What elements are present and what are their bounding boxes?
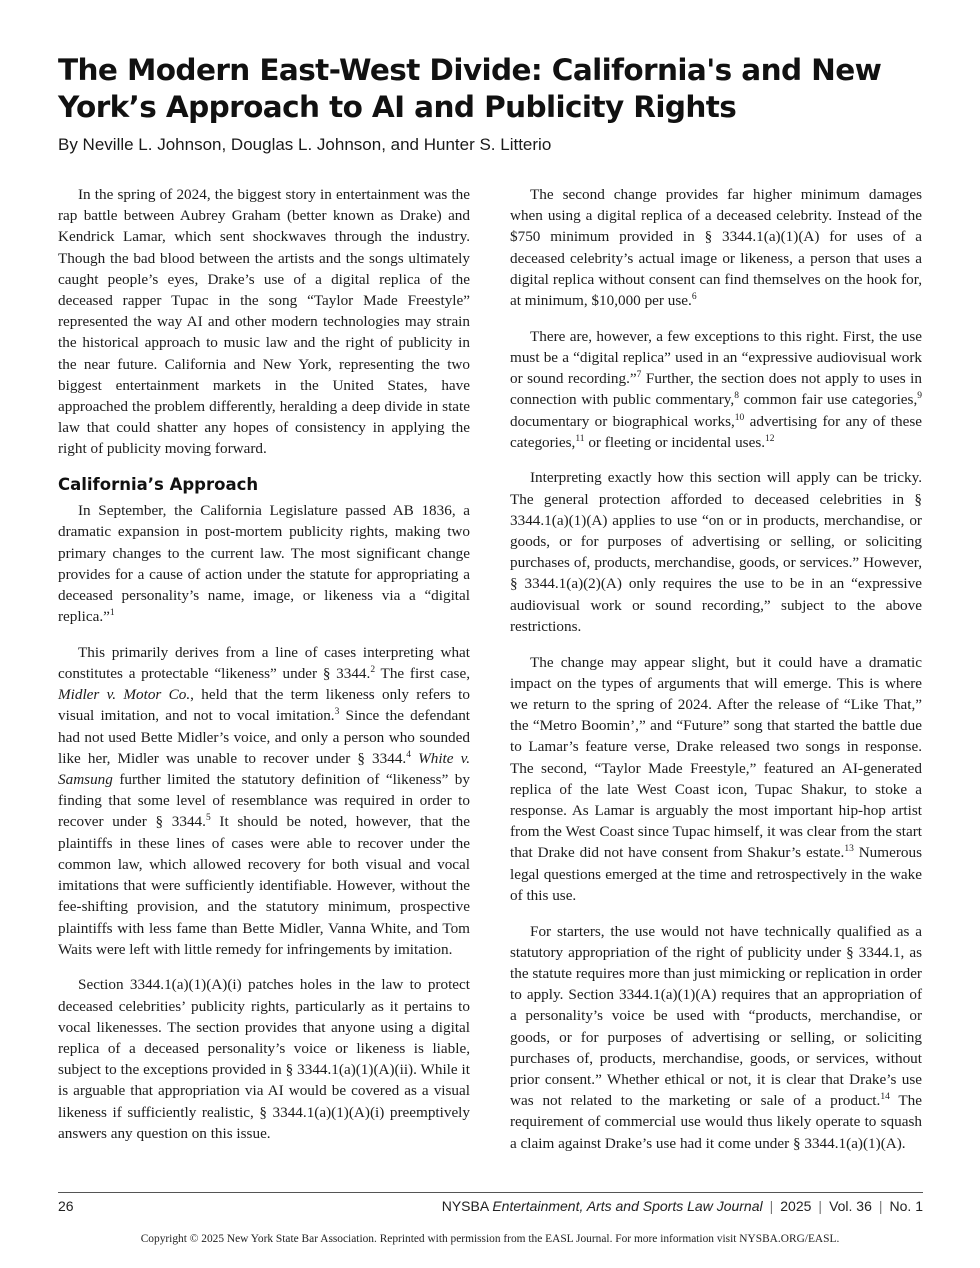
footnote-ref: 2 bbox=[370, 665, 376, 676]
separator: | bbox=[878, 1198, 883, 1214]
paragraph bbox=[510, 326, 922, 453]
journal-volume: Vol. 36 bbox=[829, 1198, 872, 1214]
paragraph bbox=[58, 974, 470, 1144]
footnote-ref: 13 bbox=[844, 844, 854, 855]
page-number: 26 bbox=[58, 1198, 74, 1214]
article-byline: By Neville L. Johnson, Douglas L. Johnson, and Hunter S. Litterio bbox=[58, 135, 552, 154]
paragraph bbox=[510, 652, 922, 906]
separator: | bbox=[818, 1198, 823, 1214]
paragraph bbox=[510, 467, 922, 637]
paragraph bbox=[58, 500, 470, 627]
footnote-ref: 12 bbox=[765, 433, 775, 444]
paragraph-text: documentary or biographical works, bbox=[510, 412, 735, 430]
footnote-ref: 7 bbox=[636, 370, 642, 381]
journal-org: NYSBA bbox=[441, 1198, 489, 1214]
footnote-ref: 14 bbox=[880, 1092, 890, 1103]
paragraph-text: The second change provides far higher minimum damages when using a digital replica of a deceased celebrity. Instead of the $750 minimum provided in § 3344.1(a)(1)(A) for uses of a deceased celebrity’s actual image or likeness, a person that uses a digital replica without consent can find themselves on the hook for, at minimum, $10,000 per use. bbox=[510, 186, 922, 310]
paragraph-text: The change may appear slight, but it could have a dramatic impact on the types of arguments that will emerge. This is where we return to the spring of 2024. After the release of “Like That,” the “Metro Boomin’,” and “Future” song that started the battle due to Lamar’s feature verse, Drake released two songs in response. The second, “Taylor Made Freestyle,” featured an AI-generated replica of the late West Coast icon, Tupac Shakur, to stoke a response. As Lamar is arguably the most important hip-hop artist from the West Coast since Tupac himself, it was clear from the start that Drake did not have consent from Shakur’s estate. bbox=[510, 653, 922, 862]
paragraph-text: For starters, the use would not have technically qualified as a statutory appropriation of the right of publicity under § 3344.1, as the statute requires more than just mimicking or replication in order to apply. Section 3344.1(a)(1)(A) requires that an appropriation of a personality’s voice be used with “products, merchandise, or goods, or for purposes of advertising or selling, or soliciting purchases of, products, merchandise, goods, or services, without prior consent.” Whether ethical or not, it is clear that Drake’s use was not related to the marketing or sale of a product. bbox=[510, 922, 922, 1110]
journal-citation bbox=[442, 1198, 923, 1214]
footnote-ref: 8 bbox=[734, 391, 739, 402]
footnote-ref: 11 bbox=[575, 433, 585, 444]
paragraph-text: In September, the California Legislature passed AB 1836, a dramatic expansion in post-mortem publicity rights, making two primary changes to the current law. The most significant change provides for a cause of action under the statute for appropriating a deceased personality’s name, image, or likeness via a “digital replica.” bbox=[58, 502, 470, 626]
paragraph-text: or fleeting or incidental uses. bbox=[584, 433, 766, 451]
paragraph bbox=[58, 184, 470, 460]
footnote-ref: 5 bbox=[205, 813, 211, 824]
copyright-notice: Copyright © 2025 New York State Bar Association. Reprinted with permission from the EASL Journal. For more information visit NYSBA.ORG/EASL. bbox=[140, 1233, 840, 1245]
paragraph-text: It should be noted, however, that the plaintiffs in these lines of cases were able to recover under the common law, which allowed recovery for both visual and vocal imitations that were sufficiently identifiable. However, without the fee-shifting provision, and the statutory minimum, prospective plaintiffs with less fame than Bette Midler, Vanna White, and Tom Waits were left with little remedy for infringements by imitation. bbox=[58, 813, 470, 958]
case-name: White v. Samsung bbox=[58, 749, 470, 789]
paragraph-text: In the spring of 2024, the biggest story in entertainment was the rap battle between Aubrey Graham (better known as Drake) and Kendrick Lamar, which sent shockwaves through the industry. Though the bad blood between the artists and the songs ultimately caught people’s eyes, Drake’s use of a digital replica of the deceased rapper Tupac in the song “Taylor Made Freestyle” represented the way AI and other modern technologies may strain the historical approach to music law and the right of publicity in the near future. California and New York, representing the two biggest entertainment markets in the United States, have approached the problem differently, heralding a deep divide in state law that could shatter any hopes of consistency in applying the right of publicity moving forward. bbox=[58, 186, 470, 458]
footnote-ref: 3 bbox=[334, 707, 340, 718]
journal-year: 2025 bbox=[780, 1198, 812, 1214]
paragraph-text: , held that the term likeness only refers to visual imitation, and not to vocal imitation. bbox=[58, 686, 470, 725]
footnote-ref: 10 bbox=[734, 412, 745, 423]
footnote-ref: 1 bbox=[109, 608, 115, 619]
separator: | bbox=[769, 1198, 774, 1214]
paragraph-text: This primarily derives from a line of cases interpreting what constitutes a protectable “likeness” under § 3344. bbox=[58, 643, 470, 683]
journal-name: Entertainment, Arts and Sports Law Journal bbox=[492, 1198, 763, 1214]
paragraph-text: advertising for any of these categories, bbox=[510, 412, 922, 451]
paragraph-text: common fair use categories, bbox=[738, 391, 918, 409]
article-title: The Modern East-West Divide: California's and New York’s Approach to AI and Publicity Rights bbox=[58, 53, 882, 124]
paragraph bbox=[58, 642, 470, 960]
paragraph-text: further limited the statutory definition of “likeness” by finding that some level of resemblance was required in order to recover under § 3344. bbox=[58, 771, 470, 831]
case-name: Midler v. Motor Co. bbox=[58, 686, 191, 704]
paragraph bbox=[510, 921, 922, 1154]
footnote-ref: 6 bbox=[691, 292, 697, 303]
paragraph bbox=[510, 184, 922, 311]
paragraph-text: Interpreting exactly how this section will apply can be tricky. The general protection afforded to deceased celebrities in § 3344.1(a)(1)(A) applies to use “on or in products, merchandise, or goods, or for purposes of advertising or selling, or soliciting purchases of, products, merchandise, goods, or services.” However, § 3344.1(a)(2)(A) only requires the use to be in an “expressive audiovisual work or sound recording,” subject to the above restrictions. bbox=[510, 469, 922, 635]
paragraph-text: There are, however, a few exceptions to this right. First, the use must be a “digital replica” used in an “expressive audiovisual work or sound recording.” bbox=[510, 327, 922, 388]
footnote-ref: 9 bbox=[917, 391, 923, 402]
paragraph-text: Section 3344.1(a)(1)(A)(i) patches holes in the law to protect deceased celebrities’ publicity rights, particularly as it pertains to vocal likenesses. The section provides that anyone using a digital replica of a deceased personality’s voice or likeness is liable, subject to the exceptions provided in § 3344.1(a)(1)(A)(ii). While it is arguable that appropriation via AI would be covered as a visual likeness if sufficiently realistic, § 3344.1(a)(1)(A)(i) preemptively answers any question on this issue. bbox=[58, 976, 470, 1142]
paragraph-text: The requirement of commercial use would thus likely operate to squash a claim against Drake’s use had it come under § 3344.1(a)(1)(A). bbox=[510, 1092, 922, 1152]
section-heading: California’s Approach bbox=[58, 475, 259, 495]
journal-issue: No. 1 bbox=[889, 1198, 923, 1214]
left-column bbox=[58, 184, 470, 1159]
paragraph-text bbox=[411, 750, 418, 767]
right-column bbox=[510, 184, 922, 1168]
paragraph-text: The first case, bbox=[375, 665, 471, 683]
paragraph-text: Numerous legal questions emerged at the time and retrospectively in the wake of this use. bbox=[510, 844, 922, 904]
footer-divider bbox=[58, 1192, 923, 1193]
paragraph-text: Since the defendant had not used Bette Midler’s voice, and only a person who sounded like her, Midler was unable to recover under § 3344. bbox=[58, 707, 471, 767]
paragraph-text: Further, the section does not apply to uses in connection with public commentary, bbox=[510, 370, 922, 409]
footnote-ref: 4 bbox=[406, 749, 411, 760]
